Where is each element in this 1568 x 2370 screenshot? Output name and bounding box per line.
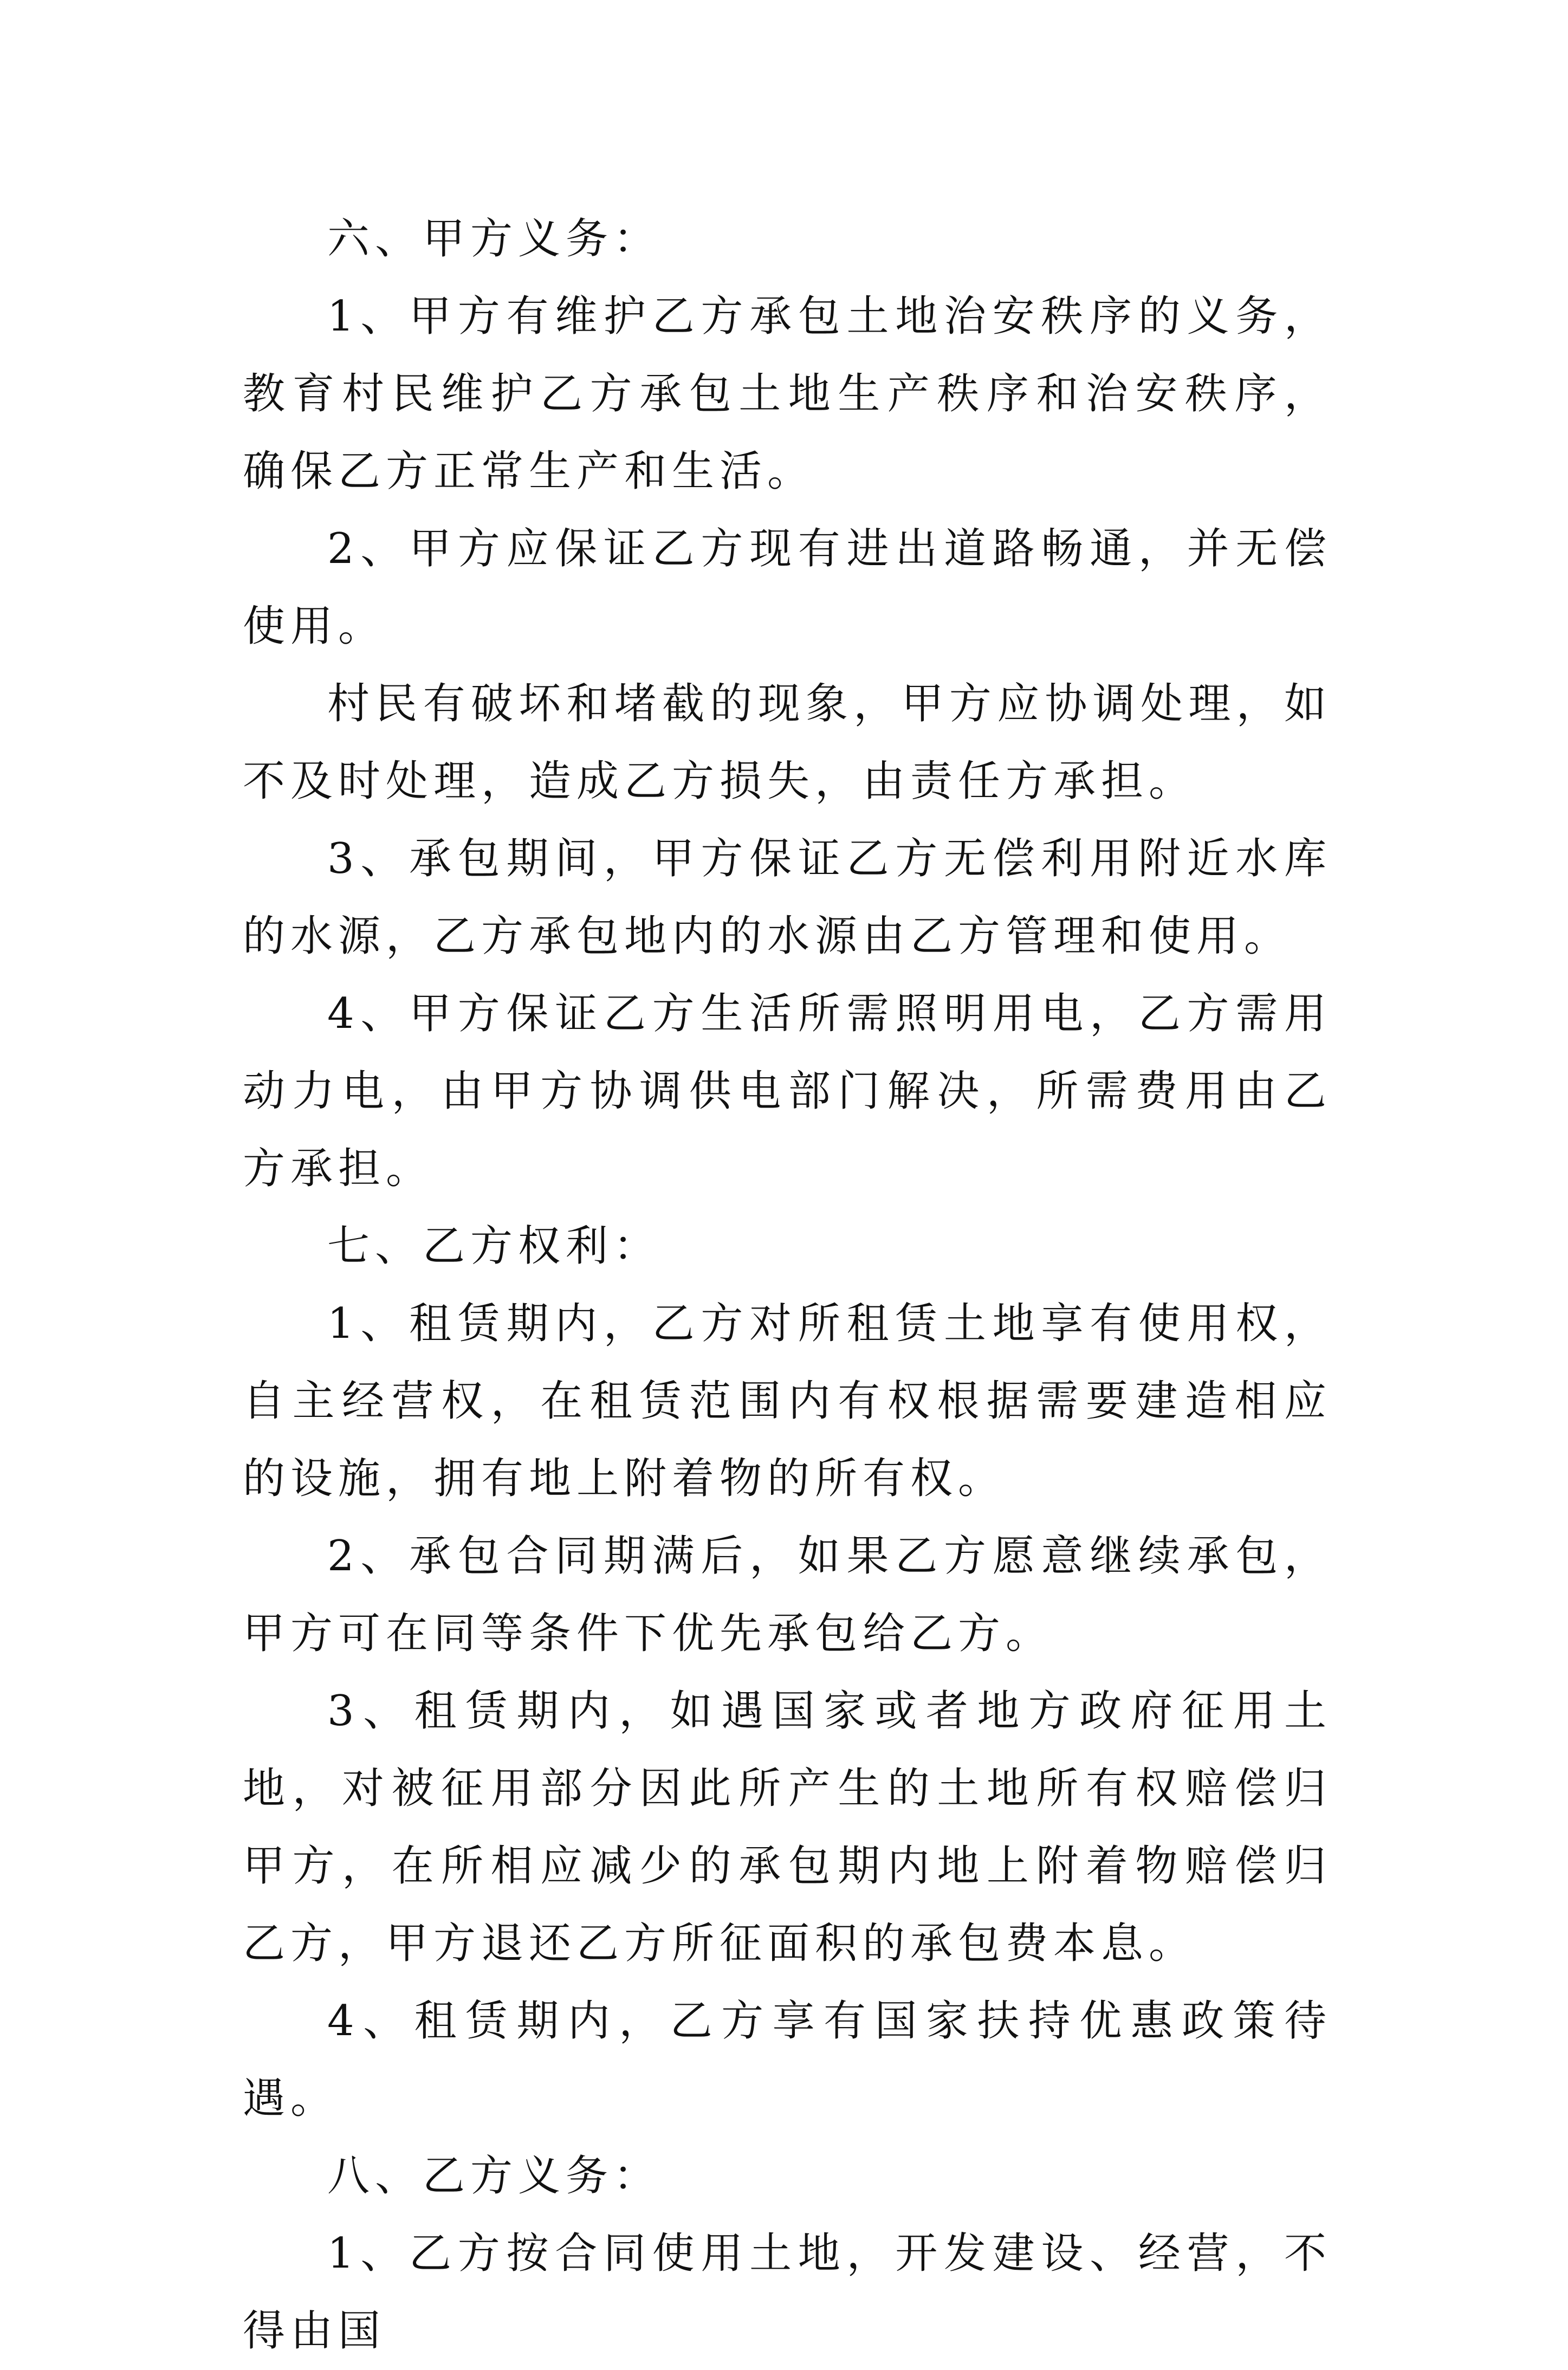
section-7-item-3: 3、租赁期内，如遇国家或者地方政府征用土地，对被征用部分因此所产生的土地所有权赔偿归甲方，在所相应减少的承包期内地上附着物赔偿归乙方，甲方退还乙方所征面积的承包费本息。 [243, 1687, 1332, 1968]
section-6-item-4: 4、甲方保证乙方生活所需照明用电，乙方需用动力电，由甲方协调供电部门解决，所需费用由乙方承担。 [243, 989, 1332, 1193]
section-6-heading: 六、甲方义务： [327, 215, 662, 263]
section-8-item-1: 1、乙方按合同使用土地，开发建设、经营，不得由国 [243, 2229, 1332, 2355]
section-7-heading: 七、乙方权利： [327, 1222, 662, 1271]
section-7-item-2: 2、承包合同期满后，如果乙方愿意继续承包，甲方可在同等条件下优先承包给乙方。 [243, 1532, 1332, 1658]
section-6-item-2-continued: 村民有破坏和堵截的现象，甲方应协调处理，如不及时处理，造成乙方损失，由责任方承担。 [243, 679, 1332, 806]
section-6-item-3: 3、承包期间，甲方保证乙方无偿利用附近水库的水源，乙方承包地内的水源由乙方管理和使用。 [243, 834, 1332, 961]
section-7-item-4: 4、租赁期内，乙方享有国家扶持优惠政策待遇。 [243, 1997, 1332, 2123]
section-6-item-1: 1、甲方有维护乙方承包土地治安秩序的义务，教育村民维护乙方承包土地生产秩序和治安秩序，确保乙方正常生产和生活。 [243, 292, 1332, 496]
section-7-item-1: 1、租赁期内，乙方对所租赁土地享有使用权，自主经营权，在租赁范围内有权根据需要建造相应的设施，拥有地上附着物的所有权。 [243, 1299, 1332, 1503]
section-6-item-2: 2、甲方应保证乙方现有进出道路畅通，并无偿使用。 [243, 524, 1332, 651]
document-body [243, 200, 1332, 2370]
section-8-heading: 八、乙方义务： [327, 2152, 662, 2200]
